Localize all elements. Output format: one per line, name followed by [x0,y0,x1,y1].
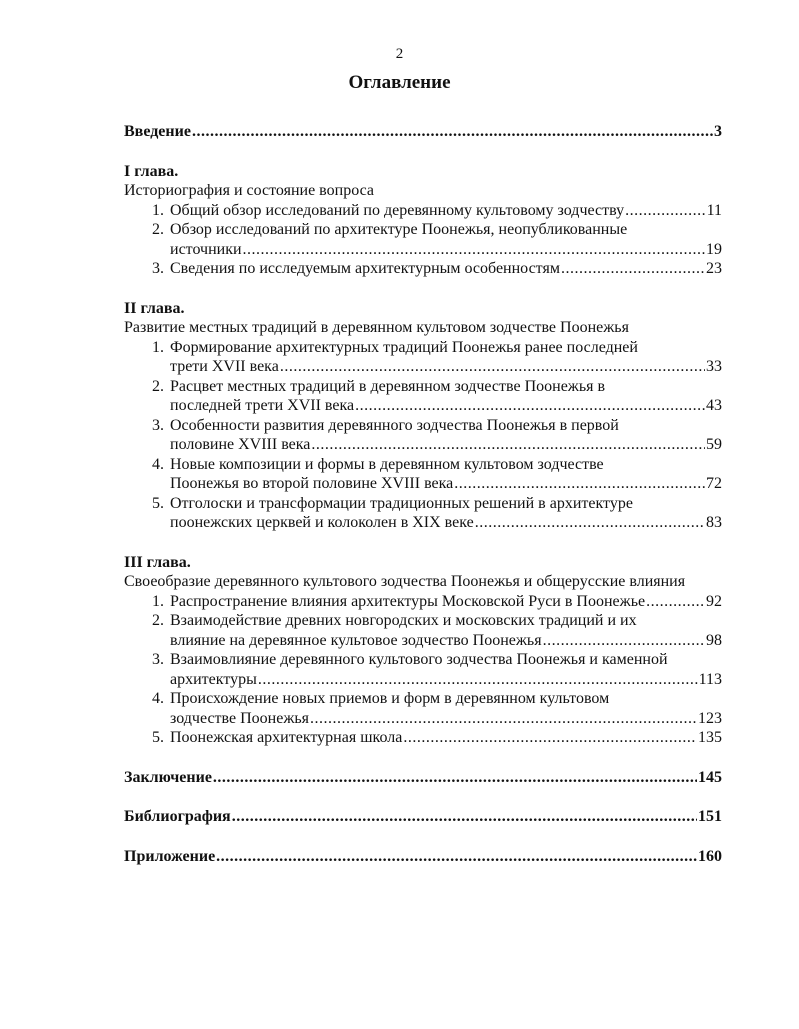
item-title: Особенности развития деревянного зодчества Поонежья в первой [170,416,619,434]
item-title: Поонежская архитектурная школа [170,729,403,746]
chapter-3 [124,553,722,748]
dot-leader [216,847,697,867]
dot-leader [625,201,706,221]
item-number: 3. [152,651,164,668]
chapter-3-subtitle: Своеобразие деревянного культового зодчества Поонежья и общерусские влияния [124,573,686,590]
chapter-1-subtitle: Историография и состояние вопроса [124,182,374,199]
toc-item[interactable] [124,650,722,689]
item-number: 1. [152,201,164,219]
item-title-cont: Поонежья во второй половине XVIII века [170,475,454,492]
toc-bibliography-page: 151 [698,808,722,825]
dot-leader [355,396,705,416]
dot-leader [454,474,705,494]
item-title: Общий обзор исследований по деревянному культовому зодчеству [170,201,625,219]
dot-leader [646,592,705,612]
toc-conclusion-page: 145 [698,768,722,786]
item-page: 59 [706,436,722,453]
item-title: Новые композиции и формы в деревянном культовом зодчестве [170,455,604,473]
toc-intro-page: 3 [714,123,722,140]
item-title: Сведения по исследуемым архитектурным особенностям [170,260,560,277]
dot-leader [561,259,705,279]
item-page: 98 [706,631,722,649]
dot-leader [543,631,705,651]
item-page: 92 [706,592,722,610]
toc-item[interactable] [124,259,722,279]
item-number: 1. [152,338,164,356]
item-number: 3. [152,416,164,434]
chapter-1-heading: I глава. [124,162,179,180]
item-number: 3. [152,260,164,277]
toc-item[interactable] [124,416,722,455]
toc-item[interactable] [124,201,722,221]
toc-item[interactable] [124,338,722,377]
item-number: 4. [152,455,164,473]
item-title-cont: последней трети XVII века [170,397,355,414]
item-title: Обзор исследований по архитектуре Поонежья, неопубликованные [170,221,628,238]
toc-item[interactable] [124,220,722,259]
dot-leader [213,768,697,788]
toc-appendix-label: Приложение [124,847,216,865]
chapter-2-heading: II глава. [124,299,185,317]
toc-conclusion[interactable] [124,768,722,788]
item-page: 43 [706,397,722,414]
item-title-cont: трети XVII века [170,358,279,375]
toc-bibliography-label: Библиография [124,808,231,825]
item-page: 23 [706,260,722,277]
dot-leader [192,122,713,142]
toc-item[interactable] [124,611,722,650]
dot-leader [403,728,697,748]
item-page: 11 [706,201,722,219]
toc-item[interactable] [124,728,722,748]
toc-intro-label: Введение [124,123,191,140]
item-title: Распространение влияния архитектуры Московской Руси в Поонежье [170,592,646,610]
dot-leader [258,670,698,690]
page-number: 2 [395,46,404,62]
item-title: Отголоски и трансформации традиционных решений в архитектуре [170,494,633,512]
item-page: 19 [706,240,722,258]
item-title-cont: зодчестве Поонежья [170,709,310,727]
item-page: 113 [698,670,722,688]
item-page: 33 [706,358,722,375]
chapter-1 [124,162,722,279]
item-title: Формирование архитектурных традиций Поонежья ранее последней [170,338,638,356]
item-number: 5. [152,729,164,746]
toc-conclusion-label: Заключение [124,768,212,786]
dot-leader [243,240,705,260]
item-title-cont: поонежских церквей и колоколен в XIX веке [170,514,474,531]
item-number: 1. [152,592,164,610]
dot-leader [232,807,697,827]
item-title: Взаимодействие древних новгородских и московских традиций и их [170,612,637,629]
page-title: Оглавление [348,72,451,93]
dot-leader [311,435,705,455]
chapter-2 [124,299,722,533]
item-number: 2. [152,221,164,238]
chapter-3-heading: III глава. [124,553,191,571]
dot-leader [475,513,705,533]
item-number: 2. [152,612,164,629]
toc-item[interactable] [124,689,722,728]
item-title-cont: архитектуры [170,670,257,688]
toc-intro[interactable] [124,122,722,142]
item-title-cont: влияние на деревянное культовое зодчество Поонежья [170,631,542,649]
item-title: Расцвет местных традиций в деревянном зодчестве Поонежья в [170,377,606,395]
item-number: 2. [152,377,164,395]
item-page: 83 [706,514,722,531]
item-number: 4. [152,690,164,707]
toc-item[interactable] [124,377,722,416]
toc-item[interactable] [124,494,722,533]
item-title: Происхождение новых приемов и форм в деревянном культовом [170,690,610,707]
item-page: 123 [698,709,722,727]
dot-leader [310,709,697,729]
toc-bibliography[interactable] [124,807,722,827]
item-title: Взаимовлияние деревянного культового зодчества Поонежья и каменной [170,651,668,668]
item-title-cont: источники [170,240,242,258]
item-number: 5. [152,494,164,512]
toc-appendix[interactable] [124,847,722,867]
toc-item[interactable] [124,592,722,612]
toc-appendix-page: 160 [698,847,722,865]
item-page: 135 [698,729,722,746]
item-title-cont: половине XVIII века [170,436,311,453]
item-page: 72 [706,475,722,492]
dot-leader [280,357,705,377]
chapter-2-subtitle: Развитие местных традиций в деревянном культовом зодчестве Поонежья [124,319,629,336]
toc-item[interactable] [124,455,722,494]
table-of-contents [124,122,722,866]
